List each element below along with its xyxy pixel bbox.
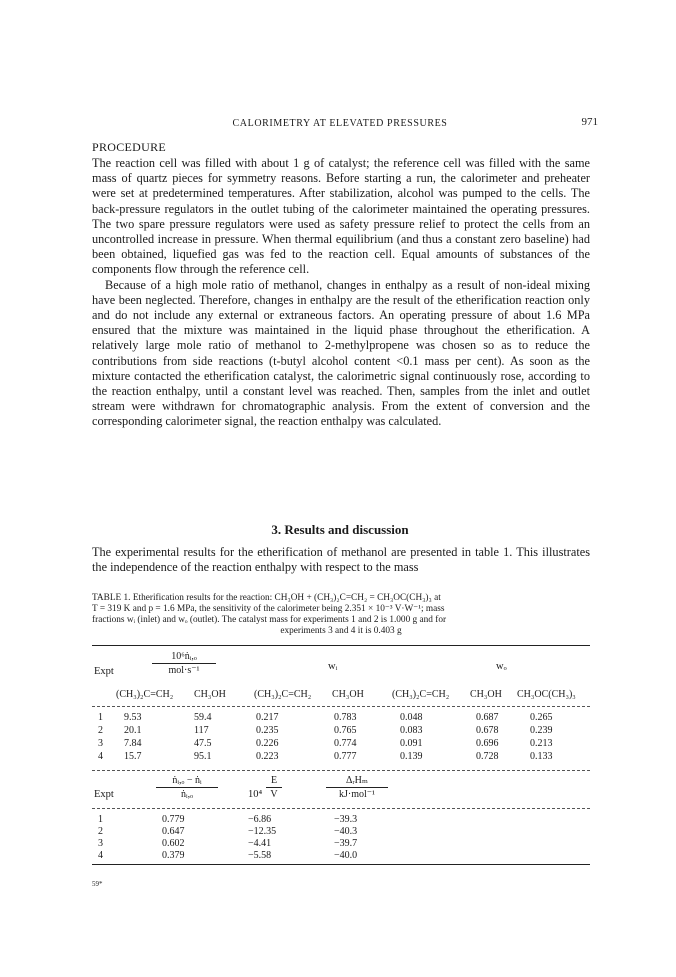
species-header: (CH₃)₂C=CH₂ <box>392 689 450 700</box>
caption-line: TABLE 1. Etherification results for the reaction: CH₃OH + (CH₃)₂C=CH₂ = CH₃OC(CH₃)₃ at <box>92 593 441 603</box>
table-cell: 0.239 <box>530 725 553 736</box>
table-cell: 0.133 <box>530 751 553 762</box>
table-cell: 0.379 <box>162 850 185 861</box>
outlet-mass-fraction-header: wₒ <box>496 661 507 672</box>
block-divider <box>92 770 590 771</box>
experiment-number: 4 <box>98 751 103 762</box>
table-cell: −40.0 <box>334 850 358 861</box>
table-cell: −4.41 <box>248 838 272 849</box>
flow-rate-header <box>152 651 216 676</box>
table-cell: 0.728 <box>476 751 499 762</box>
table-cell: −40.3 <box>334 826 358 837</box>
table-cell: 0.048 <box>400 712 423 723</box>
table-caption <box>92 593 590 637</box>
signal-numerator: E <box>266 775 282 788</box>
experiment-number: 2 <box>98 826 103 837</box>
signal-header <box>266 775 282 800</box>
table-cell: 117 <box>194 725 209 736</box>
table-cell: 0.091 <box>400 738 423 749</box>
experiment-number: 3 <box>98 838 103 849</box>
flow-rate-denominator: mol·s⁻¹ <box>168 665 200 676</box>
table-cell: 0.265 <box>530 712 553 723</box>
caption-line: fractions wᵢ (inlet) and wₒ (outlet). The catalyst mass for experiments 1 and 2 is 1.000 g and for <box>92 615 447 625</box>
enthalpy-numerator: ΔᵣHₘ <box>326 775 388 788</box>
flow-rate-numerator: 10⁶ṅᵢ,ₒ <box>152 651 216 664</box>
experiment-number: 2 <box>98 725 103 736</box>
running-head: CALORIMETRY AT ELEVATED PRESSURES <box>232 118 448 129</box>
table-cell: −39.3 <box>334 814 358 825</box>
procedure-body <box>92 156 590 430</box>
table-cell: 0.783 <box>334 712 357 723</box>
species-header: (CH₃)₂C=CH₂ <box>116 689 174 700</box>
table-cell: 0.223 <box>256 751 279 762</box>
journal-page <box>90 0 598 977</box>
experiment-number: 1 <box>98 814 103 825</box>
caption-line: experiments 3 and 4 it is 0.403 g <box>280 626 402 636</box>
table-cell: 0.235 <box>256 725 279 736</box>
expt-header: Expt <box>94 789 114 800</box>
table-cell: 59.4 <box>194 712 212 723</box>
conversion-header <box>156 775 218 800</box>
experiment-number: 3 <box>98 738 103 749</box>
table-cell: −6.86 <box>248 814 272 825</box>
species-header: CH₃OH <box>194 689 226 700</box>
results-heading: 3. Results and discussion <box>271 522 409 537</box>
table-cell: −5.58 <box>248 850 272 861</box>
species-header: CH₃OH <box>332 689 364 700</box>
table-bottom-rule <box>92 864 590 865</box>
conversion-denominator: ṅᵢ,ₒ <box>180 789 194 800</box>
expt-header: Expt <box>94 666 114 677</box>
table-cell: 0.765 <box>334 725 357 736</box>
table-cell: 0.687 <box>476 712 499 723</box>
procedure-paragraph-1: The reaction cell was filled with about 1 g of catalyst; the reference cell was filled with the same mass of quartz pieces for symmetry reasons. Before starting a run, the calorimeter and preheater were set at predetermined temperatures. After stabilization, alcohol was pumped to the cells. The back-pressure regulators in the outlet tubing of the calorimeter maintained the operating pressures. The two spare pressure regulators were used as safety pressure relief to protect the cells from an uncontrolled increase in pressure. When thermal equilibrium (and thus a constant zero baseline) had been obtained, liquefied gas was fed to the reaction cell. Equal amounts of substances of the components flow through the reference cell. <box>92 156 590 277</box>
header-divider <box>92 808 590 809</box>
table-cell: 0.083 <box>400 725 423 736</box>
table-cell: 0.678 <box>476 725 499 736</box>
table-cell: 47.5 <box>194 738 212 749</box>
species-header: CH₃OC(CH₃)₃ <box>517 689 576 700</box>
species-header: (CH₃)₂C=CH₂ <box>254 689 312 700</box>
table-cell: 0.777 <box>334 751 357 762</box>
caption-line: T = 319 K and p = 1.6 MPa, the sensitivity of the calorimeter being 2.351 × 10⁻³ V·W⁻¹; mass <box>92 604 445 614</box>
table-cell: 0.139 <box>400 751 423 762</box>
table-cell: 0.647 <box>162 826 185 837</box>
signal-prefix: 10⁴ <box>248 789 263 800</box>
results-paragraph: The experimental results for the etherification of methanol are presented in table 1. This illustrates the independence of the reaction enthalpy with respect to the mass <box>92 545 590 575</box>
table-cell: −12.35 <box>248 826 277 837</box>
table-cell: 0.213 <box>530 738 553 749</box>
procedure-paragraph-2: Because of a high mole ratio of methanol, changes in enthalpy as a result of non-ideal mixing have been neglected. Therefore, changes in enthalpy are the result of the etherification reaction only and do not include any external or extraneous factors. An operating pressure of about 1.6 MPa ensured that the mixture was maintained in the liquid phase throughout the etherification. A relatively large mole ratio of methanol to 2-methylpropene was chosen so as to reduce the contributions from side reactions (t-butyl alcohol content <0.1 mass per cent). As soon as the mixture contacted the etherification catalyst, the calorimetric signal continuously rose, according to the reaction enthalpy, until a constant level was reached. Then, samples from the inlet and outlet stream were withdrawn for chromatographic analysis. From the extent of conversion and the corresponding calorimeter signal, the reaction enthalpy was calculated. <box>92 277 590 429</box>
table-cell: 7.84 <box>124 738 142 749</box>
table-cell: 0.774 <box>334 738 357 749</box>
table-top-rule <box>92 645 590 646</box>
enthalpy-header <box>326 775 388 800</box>
procedure-heading: PROCEDURE <box>92 140 167 154</box>
table-cell: 95.1 <box>194 751 212 762</box>
table-cell: 20.1 <box>124 725 142 736</box>
table-cell: 9.53 <box>124 712 142 723</box>
species-header: CH₃OH <box>470 689 502 700</box>
table-cell: 0.779 <box>162 814 185 825</box>
conversion-numerator: ṅᵢ,ₒ − ṅᵢ <box>156 775 218 788</box>
experiment-number: 4 <box>98 850 103 861</box>
signal-denominator: V <box>270 789 278 800</box>
enthalpy-denominator: kJ·mol⁻¹ <box>338 789 376 800</box>
experiment-number: 1 <box>98 712 103 723</box>
inlet-mass-fraction-header: wᵢ <box>328 661 338 672</box>
table-cell: 0.217 <box>256 712 279 723</box>
page-number: 971 <box>581 116 598 128</box>
table-cell: 0.226 <box>256 738 279 749</box>
results-body <box>92 545 590 575</box>
footnote-mark: 59* <box>92 880 103 888</box>
table-cell: 0.602 <box>162 838 185 849</box>
table-cell: −39.7 <box>334 838 358 849</box>
table-cell: 0.696 <box>476 738 499 749</box>
header-divider <box>92 706 590 707</box>
table-cell: 15.7 <box>124 751 142 762</box>
